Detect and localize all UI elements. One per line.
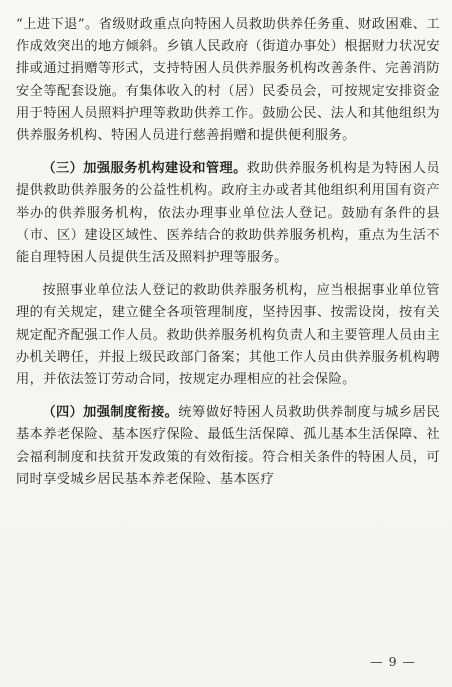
paragraph-section-3 [16, 158, 440, 269]
paragraph-section-4 [16, 402, 440, 491]
paragraph-gap [16, 147, 440, 158]
section-3-heading: （三）加强服务机构建设和管理。 [42, 161, 247, 177]
document-body [16, 14, 440, 491]
page-number: — 9 — [370, 654, 416, 669]
section-3-body: 救助供养服务机构是为特困人员提供救助供养服务的公益性机构。政府主办或者其他组织利用国有资产举办的供养服务机构，依法办理事业单位法人登记。鼓励有条件的县（市、区）建设区域性、医养结合的救助供养服务机构，重点为生活不能自理特困人员提供生活及照料护理等服务。 [16, 161, 440, 266]
paragraph-gap [16, 269, 440, 280]
paragraph-1: “上进下退”。省级财政重点向特困人员救助供养任务重、财政困难、工作成效突出的地方倾斜。乡镇人民政府（街道办事处）根据财力状况安排或通过捐赠等形式，支持特困人员供养服务机构改善条件、完善消防安全等配套设施。有集体收入的村（居）民委员会，可按规定安排资金用于特困人员照料护理等救助供养工作。鼓励公民、法人和其他组织为供养服务机构、特困人员进行慈善捐赠和提供便利服务。 [16, 17, 440, 144]
paragraph-3: 按照事业单位法人登记的救助供养服务机构，应当根据事业单位管理的有关规定，建立健全各项管理制度，坚持因事、按需设岗，按有关规定配齐配强工作人员。救助供养服务机构负责人和主要管理人员由主办机关聘任，并报上级民政部门备案；其他工作人员由供养服务机构聘用，并依法签订劳动合同，按规定办理相应的社会保险。 [16, 283, 440, 388]
section-4-body: 统筹做好特困人员救助供养制度与城乡居民基本养老保险、基本医疗保险、最低生活保障、孤儿基本生活保障、社会福利制度和扶贫开发政策的有效衔接。符合相关条件的特困人员，可同时享受城乡居民基本养老保险、基本医疗 [16, 405, 441, 487]
section-4-heading: （四）加强制度衔接。 [42, 405, 179, 421]
paragraph-gap [16, 391, 440, 402]
